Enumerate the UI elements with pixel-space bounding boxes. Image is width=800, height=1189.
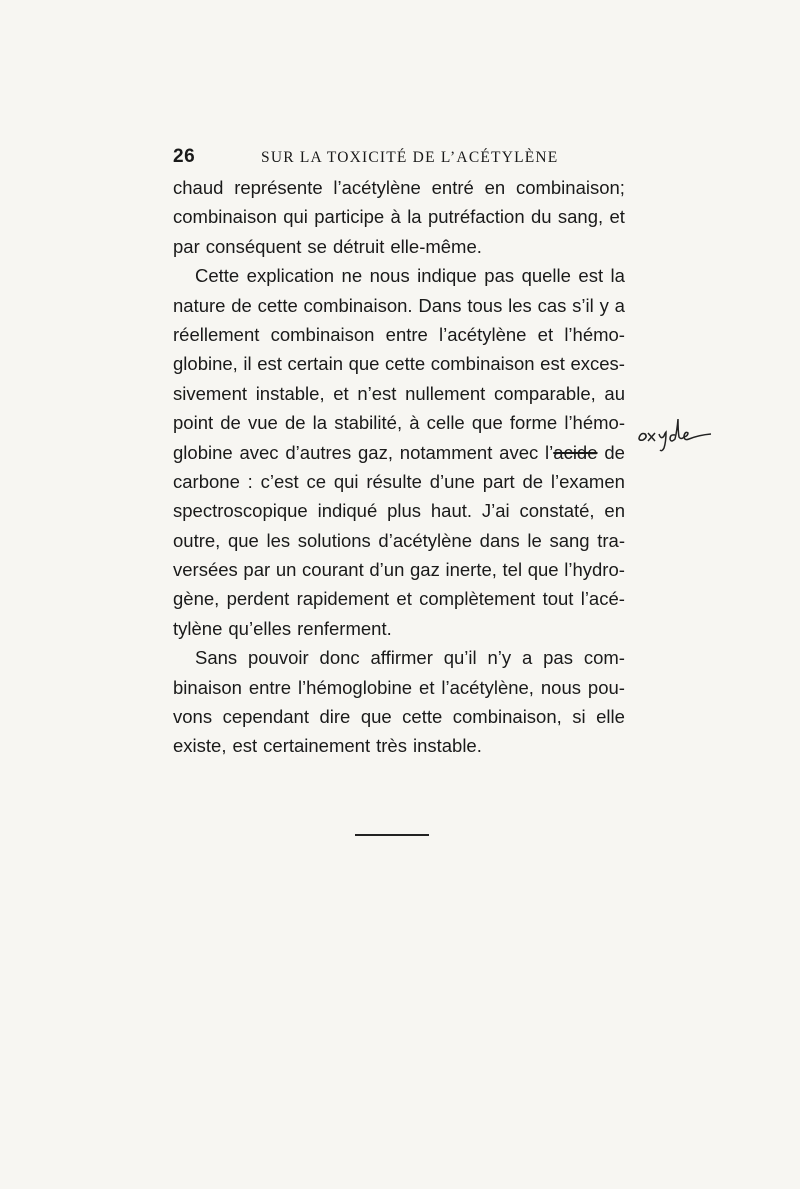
text-line xyxy=(173,261,625,290)
word: de xyxy=(284,412,306,434)
word: d’un xyxy=(369,559,405,581)
word: affirmer xyxy=(370,647,433,669)
word: avec xyxy=(239,441,279,463)
word: haut. xyxy=(430,500,473,522)
word: vons xyxy=(173,706,213,728)
word: comparable, xyxy=(493,382,596,404)
word: est xyxy=(232,735,258,757)
word: nature xyxy=(173,294,226,316)
word: qu’elles xyxy=(228,617,292,639)
word: la xyxy=(610,265,625,287)
word: que xyxy=(227,529,259,551)
word: très xyxy=(376,735,407,757)
word: certain xyxy=(287,353,343,375)
word: carbone xyxy=(173,470,240,492)
word: d’acétylène xyxy=(378,529,473,551)
word: tel xyxy=(502,559,523,581)
word: en xyxy=(604,500,625,522)
word: c’est xyxy=(260,470,299,492)
word: outre, xyxy=(173,529,221,551)
word: à xyxy=(390,206,401,228)
word: : xyxy=(247,470,253,492)
word: l’acétylène xyxy=(439,323,527,345)
word: ne xyxy=(341,265,363,287)
word: avec xyxy=(499,441,539,463)
word: certainement xyxy=(263,735,371,757)
text-line xyxy=(173,408,625,437)
word: n’y xyxy=(487,647,512,669)
word: et xyxy=(396,588,412,610)
word: instable, xyxy=(255,382,325,404)
word: n’est xyxy=(357,382,397,404)
word: cependant xyxy=(222,706,309,728)
word: explication xyxy=(246,265,335,287)
word: à xyxy=(409,412,420,434)
word: est xyxy=(578,265,604,287)
word: pouvoir xyxy=(248,647,309,669)
word: dire xyxy=(319,706,351,728)
text-line xyxy=(173,673,625,702)
word: nullement xyxy=(405,382,486,404)
word: que xyxy=(360,706,392,728)
word: l’hémo- xyxy=(564,412,625,434)
text-line xyxy=(173,320,625,349)
word: tous xyxy=(467,294,503,316)
word: entre xyxy=(248,676,292,698)
word: l’acide xyxy=(545,441,598,463)
word: elle xyxy=(596,706,625,728)
word: et xyxy=(537,323,554,345)
word: globine xyxy=(173,441,233,463)
word: l’hémo- xyxy=(564,323,625,345)
word: inerte, xyxy=(445,559,497,581)
word: gène, xyxy=(173,588,220,610)
word: qui xyxy=(333,470,359,492)
word: du xyxy=(530,206,552,228)
word: se xyxy=(307,235,327,257)
word: est xyxy=(257,353,282,375)
word: la xyxy=(312,412,328,434)
word: tra- xyxy=(597,529,625,551)
word: tylène xyxy=(173,617,223,639)
word: participe xyxy=(314,206,385,228)
text-line xyxy=(173,731,625,760)
word: cette xyxy=(402,706,443,728)
word: combinaison xyxy=(270,323,375,345)
word: qu’il xyxy=(443,647,477,669)
word: que xyxy=(527,559,559,581)
text-line xyxy=(173,232,625,261)
text-line xyxy=(173,438,625,467)
word: de xyxy=(220,412,241,434)
word: indique xyxy=(417,265,477,287)
text-line xyxy=(173,467,625,496)
word: le xyxy=(527,529,542,551)
word: elle-même. xyxy=(390,235,482,257)
word: chaud xyxy=(173,177,224,198)
word: l’acé- xyxy=(580,588,625,610)
word: détruit xyxy=(332,235,385,257)
word: combinaison; xyxy=(515,177,625,198)
word: Cette xyxy=(195,265,240,287)
text-line xyxy=(173,379,625,408)
word: existe, xyxy=(173,735,227,757)
word: solutions xyxy=(297,529,371,551)
word: entré xyxy=(431,177,474,198)
word: quelle xyxy=(521,265,571,287)
word: et xyxy=(419,676,435,698)
text-line xyxy=(173,614,625,643)
word: combinaison xyxy=(173,206,277,228)
word: pas xyxy=(484,265,515,287)
word: les xyxy=(508,294,532,316)
struck-word: acide xyxy=(553,441,598,463)
word: dans xyxy=(479,529,520,551)
word: vue xyxy=(247,412,278,434)
word: par xyxy=(243,559,271,581)
word: cette xyxy=(385,353,426,375)
running-head: SUR LA TOXICITÉ DE L’ACÉTYLÈNE xyxy=(261,149,559,166)
word: plus xyxy=(387,500,422,522)
word: Dans xyxy=(418,294,462,316)
word: la xyxy=(407,206,422,228)
word: courant xyxy=(302,559,364,581)
word: part xyxy=(482,470,515,492)
handwritten-margin-note xyxy=(637,414,717,454)
word: par xyxy=(173,235,200,257)
word: conséquent xyxy=(205,235,302,257)
word: l’acétylène xyxy=(333,177,421,198)
word: de xyxy=(231,294,252,316)
text-line xyxy=(173,496,625,525)
word: est xyxy=(540,353,565,375)
word: cas xyxy=(537,294,567,316)
word: binaison xyxy=(173,676,242,698)
word: globine, xyxy=(173,353,238,375)
text-line xyxy=(173,291,625,320)
word: renferment. xyxy=(297,617,392,639)
word: l’examen xyxy=(550,470,625,492)
word: gaz xyxy=(410,559,440,581)
word: sivement xyxy=(173,382,248,404)
word: complètement xyxy=(419,588,536,610)
word: instable. xyxy=(412,735,482,757)
word: celle xyxy=(426,412,465,434)
word: un xyxy=(275,559,297,581)
word: combinaison xyxy=(430,353,535,375)
word: que xyxy=(471,412,503,434)
word: Sans xyxy=(195,647,238,669)
word: d’autres xyxy=(285,441,352,463)
word: stabilité, xyxy=(334,412,403,434)
text-line xyxy=(173,555,625,584)
word: représente xyxy=(234,177,323,198)
word: nous xyxy=(540,676,581,698)
word: d’une xyxy=(429,470,475,492)
word: indiqué xyxy=(317,500,378,522)
text-line xyxy=(173,526,625,555)
word: constaté, xyxy=(519,500,595,522)
text-line xyxy=(173,349,625,378)
word: notamment xyxy=(399,441,493,463)
word: versées xyxy=(173,559,238,581)
word: au xyxy=(604,382,625,404)
word: rapidement xyxy=(296,588,390,610)
word: spectroscopique xyxy=(173,500,308,522)
text-line xyxy=(173,643,625,672)
word: si xyxy=(572,706,586,728)
page-number: 26 xyxy=(173,146,196,167)
word: de xyxy=(604,441,625,463)
text-line xyxy=(173,173,625,202)
word: tout xyxy=(542,588,574,610)
word: exces- xyxy=(570,353,625,375)
word: combinaison, xyxy=(452,706,562,728)
word: putréfaction xyxy=(427,206,525,228)
word: nous xyxy=(369,265,410,287)
word: a xyxy=(522,647,533,669)
word: forme xyxy=(509,412,558,434)
word: résulte xyxy=(366,470,422,492)
word: l’hydro- xyxy=(564,559,625,581)
word: qui xyxy=(283,206,308,228)
word: s’il xyxy=(572,294,594,316)
word: perdent xyxy=(226,588,290,610)
word: sang xyxy=(549,529,590,551)
word: point xyxy=(173,412,214,434)
word: l’hémoglobine xyxy=(297,676,413,698)
word: il xyxy=(243,353,252,375)
word: réellement xyxy=(173,323,260,345)
text-line xyxy=(173,584,625,613)
word: l’acétylène, xyxy=(441,676,534,698)
word: et xyxy=(333,382,349,404)
word: pas xyxy=(543,647,573,669)
word: gaz, xyxy=(358,441,393,463)
word: cette xyxy=(257,294,298,316)
word: com- xyxy=(583,647,625,669)
word: a xyxy=(614,294,625,316)
word: les xyxy=(266,529,291,551)
word: J’ai xyxy=(481,500,510,522)
page-header xyxy=(173,146,643,172)
word: combinaison. xyxy=(303,294,413,316)
word: sang, xyxy=(557,206,604,228)
word: que xyxy=(348,353,380,375)
word: y xyxy=(599,294,609,316)
word: de xyxy=(522,470,544,492)
word: ce xyxy=(306,470,327,492)
text-line xyxy=(173,202,625,231)
word: donc xyxy=(319,647,360,669)
word: en xyxy=(484,177,506,198)
body-text xyxy=(173,173,625,761)
word: et xyxy=(609,206,625,228)
word: entre xyxy=(385,323,428,345)
text-line xyxy=(173,702,625,731)
word: pou- xyxy=(587,676,625,698)
section-rule xyxy=(355,834,429,836)
